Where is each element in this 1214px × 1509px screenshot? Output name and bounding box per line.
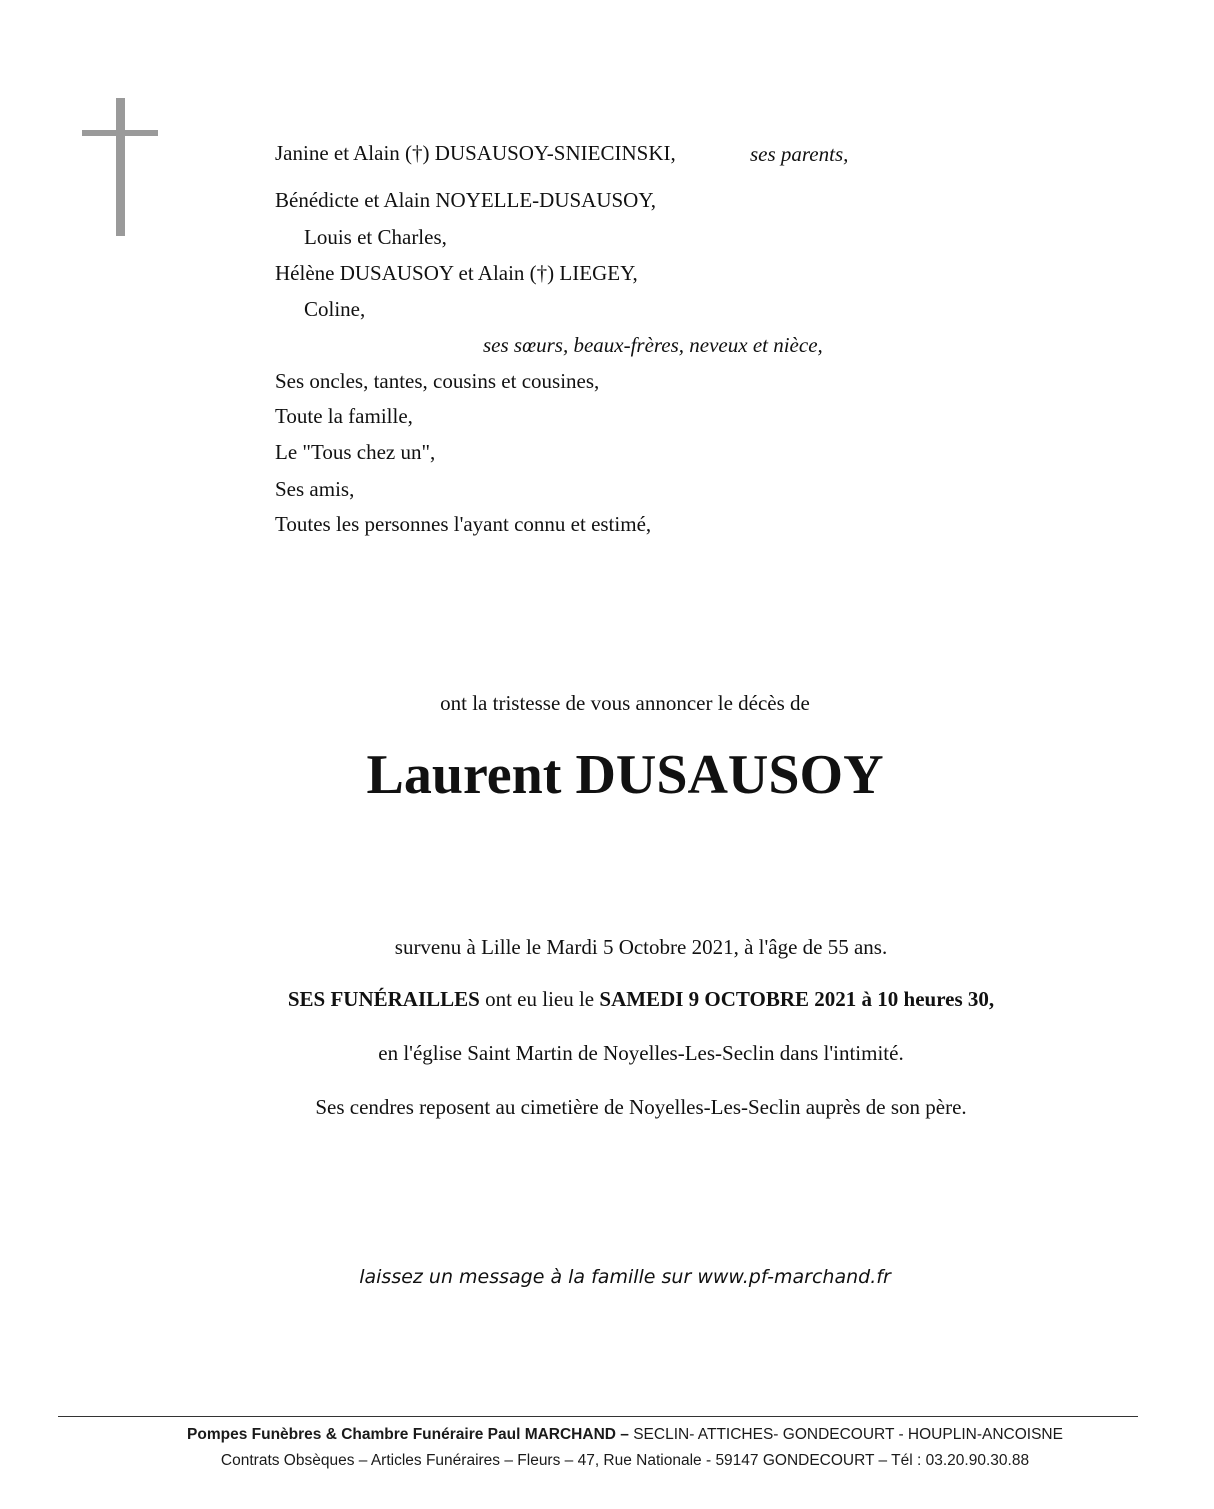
sister2-children: Coline, (304, 297, 366, 321)
footer-divider (58, 1416, 1138, 1417)
others-line: Ses amis, (275, 477, 355, 501)
website-message: laissez un message à la famille sur www.pf-marchand.fr (359, 1266, 891, 1288)
funeral-line (0, 989, 1214, 1010)
funeral-datetime: SAMEDI 9 OCTOBRE 2021 à 10 heures 30, (599, 987, 995, 1011)
others-line: Le "Tous chez un", (275, 440, 436, 464)
sister1-children: Louis et Charles, (304, 225, 447, 249)
others-line: Ses oncles, tantes, cousins et cousines, (275, 369, 600, 393)
deceased-name: Laurent DUSAUSOY (366, 744, 884, 806)
parents-role: ses parents, (750, 142, 849, 166)
funeral-text: ont eu lieu le (479, 987, 600, 1011)
cross-icon (82, 98, 158, 236)
ashes-info: Ses cendres reposent au cimetière de Noyelles-Les-Seclin auprès de son père. (315, 1095, 967, 1119)
footer-company: Pompes Funèbres & Chambre Funéraire Paul MARCHAND – (187, 1426, 629, 1443)
others-line: Toute la famille, (275, 404, 413, 428)
footer-company-line (0, 1427, 1214, 1443)
sister1: Bénédicte et Alain NOYELLE-DUSAUSOY, (275, 188, 657, 212)
siblings-role: ses sœurs, beaux-frères, neveux et nièce, (483, 333, 823, 357)
footer-locations: SECLIN- ATTICHES- GONDECOURT - HOUPLIN-ANCOISNE (628, 1426, 1063, 1443)
announcement: ont la tristesse de vous annoncer le décès de (440, 691, 810, 715)
footer-services: Contrats Obsèques – Articles Funéraires – Fleurs – 47, Rue Nationale - 59147 GONDECOURT – Tél : 03.20.90.30.88 (220, 1452, 1030, 1469)
others-line: Toutes les personnes l'ayant connu et estimé, (275, 512, 652, 536)
sister2: Hélène DUSAUSOY et Alain (†) LIEGEY, (275, 261, 638, 285)
funeral-label: SES FUNÉRAILLES (287, 987, 480, 1011)
parents-names: Janine et Alain (†) DUSAUSOY-SNIECINSKI, (275, 141, 676, 165)
church-info: en l'église Saint Martin de Noyelles-Les-Seclin dans l'intimité. (378, 1041, 904, 1065)
death-info: survenu à Lille le Mardi 5 Octobre 2021, à l'âge de 55 ans. (394, 935, 888, 959)
